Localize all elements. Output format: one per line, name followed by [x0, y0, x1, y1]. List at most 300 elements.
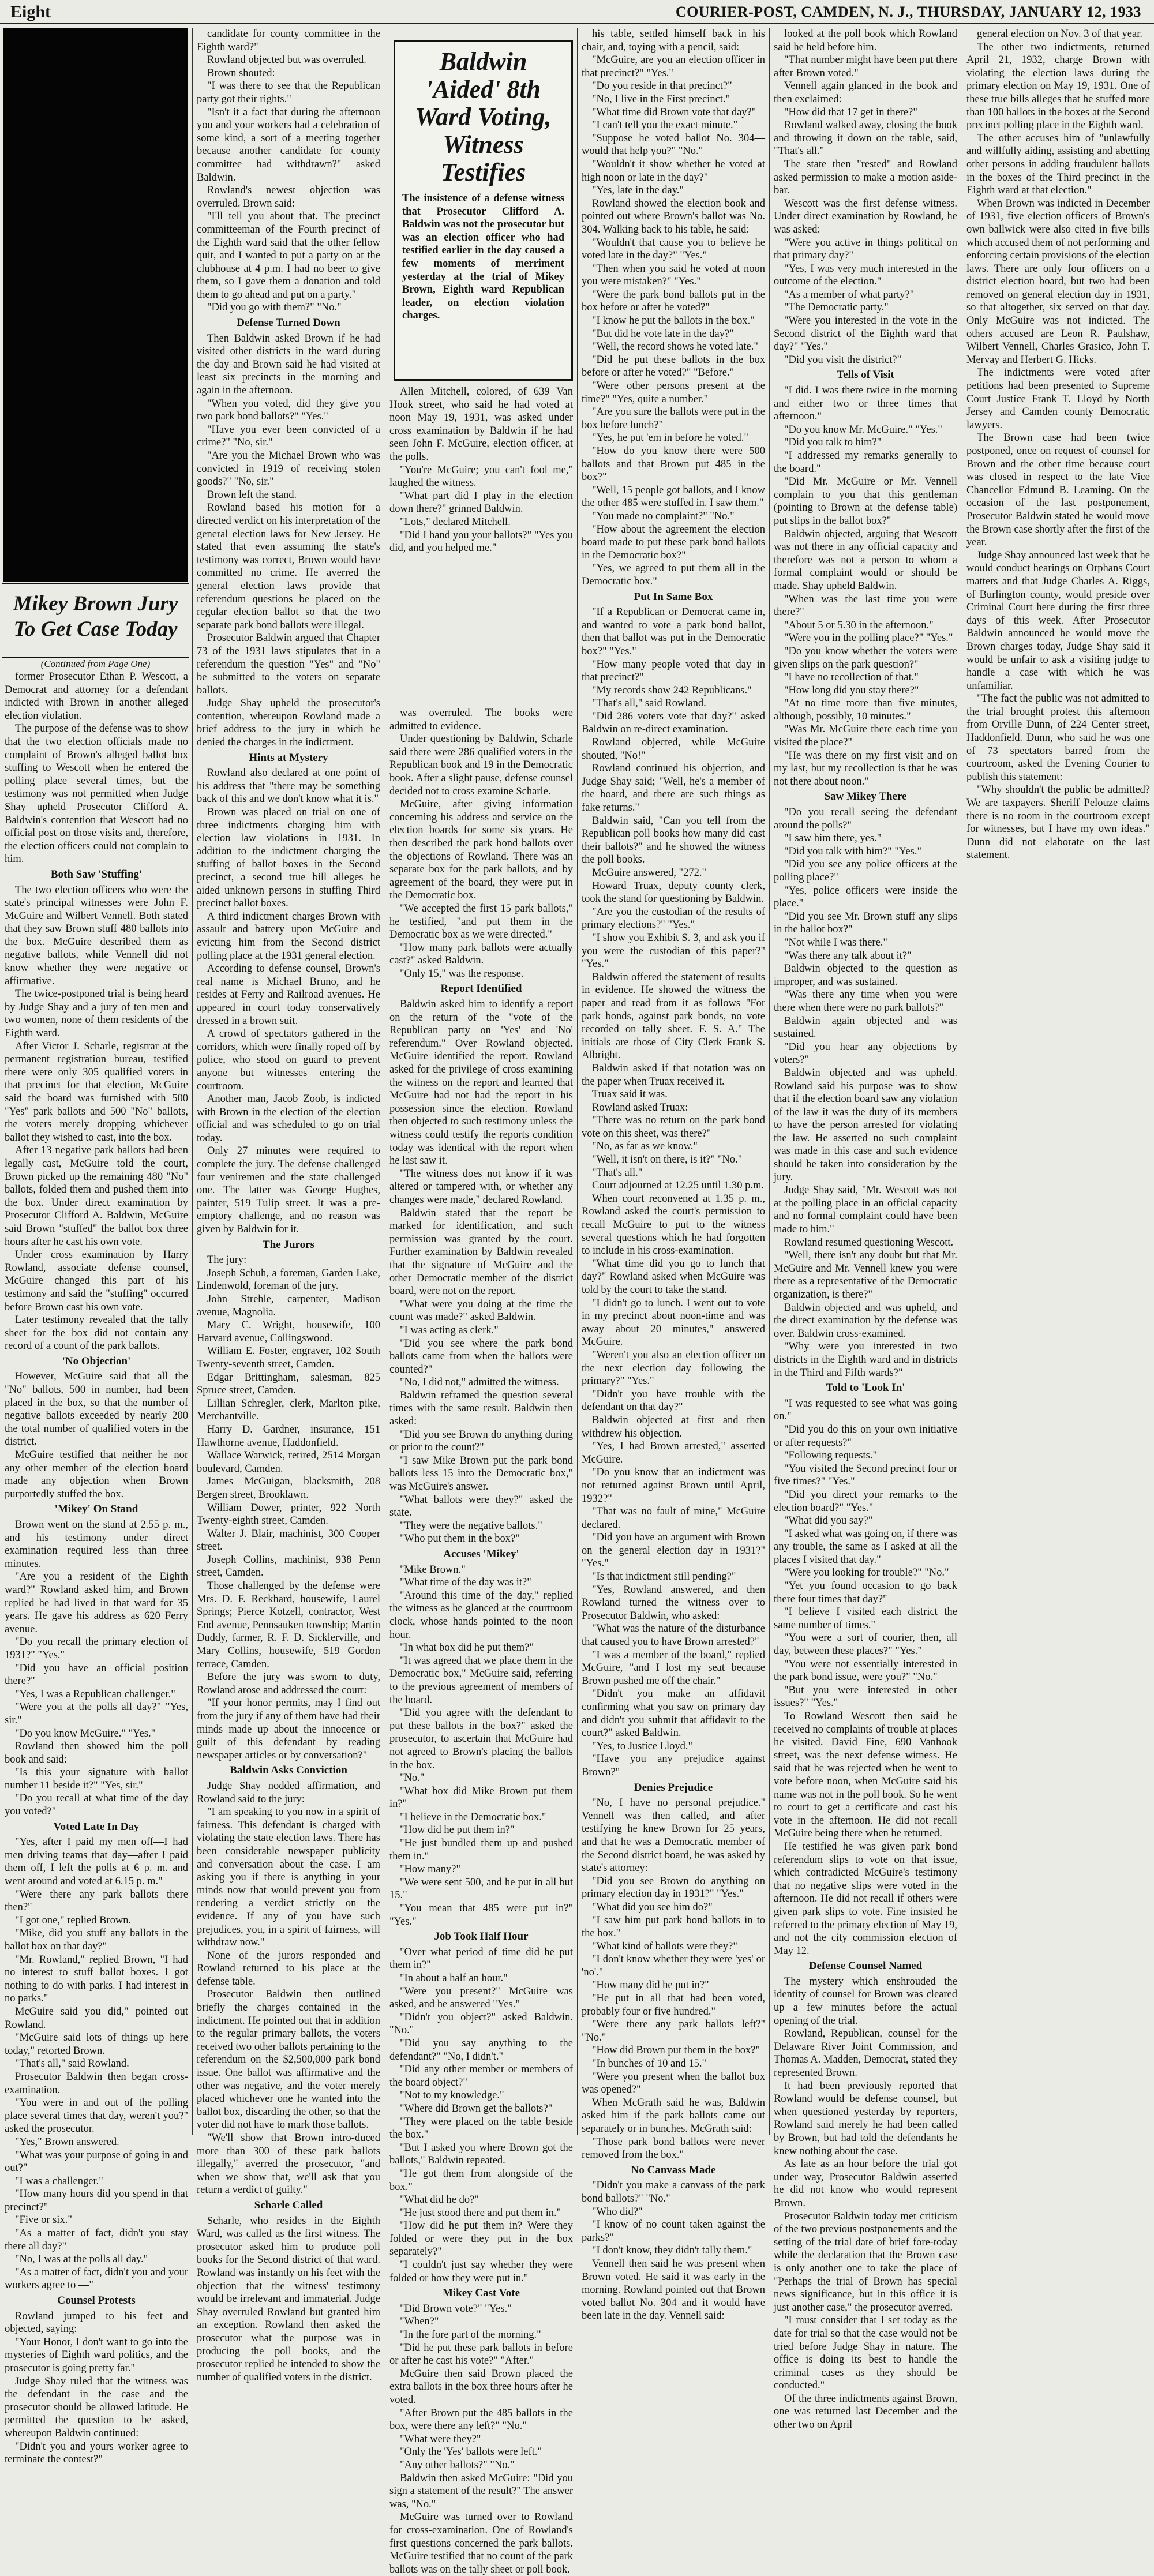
paper-dateline: COURIER-POST, CAMDEN, N. J., THURSDAY, JANUARY 12, 1933: [675, 3, 1141, 20]
paragraph: As late as an hour before the trial got under way, Prosecutor Baldwin asserted he did not know who would represent Brown.: [774, 2158, 957, 2209]
paragraph: "Mike Brown.": [400, 1563, 466, 1576]
paragraph: "How long did you stay there?": [784, 684, 919, 696]
paragraph: "I have no recollection of that.": [784, 672, 919, 684]
paragraph: Judge Shay upheld the prosecutor's contention, whereupon Rowland made a brief address to the jury in which he denied the charges in the indictment.: [197, 698, 380, 749]
paragraph: "Didn't you have trouble with the defendant on that day?": [582, 1388, 765, 1413]
paragraph: "Yes, to Justice Lloyd.": [592, 1740, 693, 1752]
paragraph: Under cross examination by Harry Rowland, associate defense counsel, McGuire changed this part of his testimony and said the "stuffing" occurred before Brown cast his own vote.: [5, 1249, 188, 1313]
paragraph: Later testimony revealed that the tally sheet for the box did not contain any record of a count of the park ballots.: [5, 1314, 188, 1352]
paragraph: "No, I have no personal prejudice." Vennell was then called, and after testifying he knew Brown for 25 years, and that he was a Democratic member of the Second district board, he was asked by state's attorney:: [582, 1797, 765, 1874]
paragraph: "How many hours did you spend in that precinct?": [5, 2188, 188, 2213]
subhead: Scharle Called: [254, 2199, 323, 2211]
paragraph: "Do you know that an indictment was not returned against Brown until April, 1932?": [582, 1467, 765, 1505]
paragraph: "Have you ever been convicted of a crime?" "No, sir.": [197, 423, 380, 449]
paragraph: "What did he do?": [400, 2194, 479, 2206]
subhead: Voted Late In Day: [53, 1820, 140, 1833]
paragraph: "When was the last time you were there?": [774, 593, 957, 618]
paragraph: "Did Brown vote?" "Yes.": [400, 2303, 512, 2315]
continued-note: (Continued from Page One): [40, 658, 151, 669]
subhead: The Jurors: [263, 1238, 314, 1251]
paragraph: "Those park bond ballots were never removed from the box.": [582, 2136, 765, 2161]
paragraph: "Did you hear any objections by voters?": [774, 1041, 957, 1066]
paragraph: Brown was placed on trial on one of three indictments charging him with election law violations in 1931. In addition to the indictment charging the stuffing of ballot boxes in the Second precinct, a second true bill alleges he aided unknown persons in stuffing Third precinct ballot boxes.: [197, 807, 380, 910]
paragraph: "Following requests.": [784, 1450, 878, 1462]
paragraph: "I am speaking to you now in a spirit of fairness. This defendant is charged with violating the state election laws. There has been considerable newspaper publicity and conversation about the case. I am asking you if there is anything in your minds now that would prevent you from rendering a verdict strictly on the evidence. If any of you have such prejudices, you, in a spirit of fairness, will withdraw now.": [197, 1806, 380, 1949]
subhead: Baldwin Asks Conviction: [230, 1764, 347, 1777]
paragraph: "What did you see him do?": [592, 1901, 713, 1913]
subhead: Mikey Cast Vote: [442, 2287, 520, 2300]
paragraph: Baldwin asked him to identify a report on the return of the "vote of the Republican party on 'Yes' and 'No' referendum." Over Rowland objected. McGuire identified the report. Rowland asked for the privilege of cross examining the witness on the report and learned that McGuire had not had the report in his possession since the election. Rowland then objected to such testimony unless the witness could testify the reports condition today was identical with the report when he last saw it.: [389, 999, 573, 1167]
paragraph: "Were there any park ballots there then?": [5, 1888, 188, 1914]
paragraph: McGuire then said Brown placed the extra ballots in the box three hours after he voted.: [389, 2368, 573, 2406]
paragraph: "How about the agreement the election board made to put these park bond ballots in the Democratic box?": [582, 523, 765, 561]
paragraph: "I saw him there, yes.": [784, 833, 882, 845]
paragraph: "I got one," replied Brown.: [15, 1914, 132, 1926]
column-3-top: [389, 385, 573, 708]
paragraph: "Yes, we agreed to put them all in the Democratic box.": [582, 563, 765, 587]
paragraph: "How did that 17 get in there?": [784, 106, 917, 118]
paragraph: "Not to my knowledge.": [400, 2090, 504, 2102]
paragraph: "I can't tell you the exact minute.": [592, 119, 738, 132]
paragraph: "Did you see Brown do anything on primary election day in 1931?" "Yes.": [582, 1875, 765, 1900]
paragraph: John Strehle, carpenter, Madison avenue, Magnolia.: [197, 1293, 380, 1318]
column-2: [197, 28, 380, 2383]
paragraph: "Was there any talk about it?": [784, 950, 912, 962]
paragraph: "Your Honor, I don't want to go into the mysteries of Eighth ward politics, and the prosecutor is going pretty far.": [5, 2336, 188, 2374]
paragraph: "Suppose he voted ballot No. 304—would that help you?" "No.": [582, 132, 765, 158]
paragraph: Rowland objected but was overruled.: [207, 54, 366, 66]
paragraph: Wescott was the first defense witness. Under direct examination by Rowland, he was asked:: [774, 197, 957, 235]
paragraph: Baldwin asked if that notation was on the paper when Truax received it.: [582, 1062, 765, 1088]
column-4: [582, 28, 765, 2322]
paragraph: Rowland resumed questioning Wescott.: [784, 1236, 954, 1248]
subhead: 'Mikey' On Stand: [54, 1503, 138, 1516]
paragraph: Baldwin objected to the question as improper, and was sustained.: [774, 963, 957, 988]
paragraph: McGuire, after giving information concerning his address and service on the election boards for some six years. He then described the park bond ballots over the objections of Rowland. There was an separate box for the park ballots, and by agreement of the board, they were put in the Democratic box.: [389, 798, 573, 902]
paragraph: "Are you the Michael Brown who was convicted in 1919 of receiving stolen goods?" "No, sir.": [197, 450, 380, 488]
paragraph: "I did. I was there twice in the morning and either two or three times that afternoon.": [774, 385, 957, 423]
paragraph: "Did you see Mr. Brown stuff any slips in the ballot box?": [774, 910, 957, 936]
paragraph: Brown went on the stand at 2.55 p. m., and his testimony under direct examination required less than three minutes.: [5, 1519, 188, 1570]
paragraph: Lillian Schregler, clerk, Marlton pike, Merchantville.: [197, 1397, 380, 1423]
paragraph: "I show you Exhibit S. 3, and ask you if you were the custodian of this paper?" "Yes.": [582, 932, 765, 970]
paragraph: "As a matter of fact, didn't you stay there all day?": [5, 2228, 188, 2252]
paragraph: Then Baldwin asked Brown if he had visited other districts in the ward during the day and Brown said he had visited at least six precincts in the morning and again in the afternoon.: [197, 332, 380, 397]
paragraph: "Did you visit the district?": [784, 354, 902, 366]
paragraph: "Yes, Rowland answered, and then Rowland turned the witness over to Prosecutor Baldwin, who asked:: [582, 1584, 765, 1622]
paragraph: "How do you know there were 500 ballots and that Brown put 485 in the box?": [582, 445, 765, 483]
paragraph: None of the jurors responded and Rowland returned to his place at the defense table.: [197, 1949, 380, 1988]
subhead: Report Identified: [440, 983, 522, 995]
paragraph: "How many did he put in?": [592, 1979, 709, 1992]
paragraph: "But you were interested in other issues?" "Yes.": [774, 1684, 957, 1709]
paragraph: "No, I live in the First precinct.": [592, 93, 730, 105]
paragraph: "The witness does not know if it was altered or tampered with, or whether any changes were made," declared Rowland.: [389, 1168, 573, 1206]
paragraph: "I was a member of the board," replied McGuire, "and I lost my seat because Brown pushed me off the chair.": [582, 1649, 765, 1687]
paragraph: "I know of no count taken against the parks?": [582, 2219, 765, 2244]
headline-box: [394, 40, 573, 381]
paragraph: looked at the poll book which Rowland said he held before him.: [774, 28, 957, 53]
paragraph: "Do you know McGuire." "Yes.": [15, 1727, 156, 1739]
paragraph: "I must consider that I set today as the date for trial so that the case would not be tried before Judge Shay in nature. The office is doing its best to handle the criminal cases as they should be conducted.": [774, 2315, 957, 2392]
paragraph: "Yes," Brown answered.: [15, 2136, 119, 2148]
paragraph: Brown shouted:: [207, 67, 275, 79]
paragraph: "As a matter of fact, didn't you and your workers agree to —": [5, 2266, 188, 2292]
paragraph: "Did you do this on your own initiative or after requests?": [774, 1423, 957, 1449]
paragraph: Of the three indictments against Brown, one was returned last December and the other two on April: [774, 2393, 957, 2431]
paragraph: "I don't know, they didn't tally them.": [592, 2245, 752, 2257]
paragraph: "The fact the public was not admitted to the trial brought protest this afternoon from Orville Dunn, of 224 Center street, Haddonfield. Dunn, who said he was one of 73 spectators barred from the courtroom, asked the Evening Courier to publish this statement:: [966, 693, 1150, 783]
paragraph: Walter J. Blair, machinist, 300 Cooper street.: [197, 1528, 380, 1553]
paragraph: Howard Truax, deputy county clerk, took the stand for questioning by Baldwin.: [582, 880, 765, 905]
paragraph: "You visited the Second precinct four or five times?" "Yes.": [774, 1463, 957, 1488]
paragraph: William Dower, printer, 922 North Twenty-eighth street, Camden.: [197, 1502, 380, 1527]
paragraph: "Did you go with them?" "No.": [207, 302, 342, 314]
column-3: [389, 707, 574, 2575]
paragraph: "Did 286 voters vote that day?" asked Baldwin on re-direct examination.: [582, 710, 765, 736]
paragraph: Rowland jumped to his feet and objected, saying:: [5, 2310, 188, 2335]
paragraph: After 13 negative park ballots had been legally cast, McGuire told the court, Brown picked up the remaining 480 "No" ballots, folded them and pushed them into the box. Under direct examination by Prosecutor Clifford A. Baldwin, McGuire said Brown "stuffed" the ballot box three hours after he cast his own vote.: [5, 1145, 188, 1248]
paragraph: "That was no fault of mine," McGuire declared.: [582, 1506, 765, 1531]
paragraph: "What were they?": [400, 2433, 481, 2445]
paragraph: "Yes, I was a Republican challenger.": [15, 1688, 175, 1700]
paragraph: "Why shouldn't the public be admitted? We are taxpayers. Sheriff Pelouze claims there is no room in the courtroom except for witnesses, but I have my own ideas." Dunn did not elaborate on the last statement.: [966, 784, 1150, 861]
paragraph: "They were placed on the table beside the box.": [389, 2116, 573, 2141]
paragraph: "Were the park bond ballots put in the box before or after he voted?": [582, 288, 765, 314]
paragraph: Baldwin then asked McGuire: "Did you sign a statement of the result?" The answer was, "No.": [389, 2472, 574, 2510]
paragraph: "That's all.": [592, 1167, 643, 1179]
paragraph: "I saw Mike Brown put the park bond ballots less 15 into the Democratic box," was McGuire's answer.: [389, 1454, 573, 1493]
paragraph: Prosecutor Baldwin then outlined briefly the charges contained in the indictment. He pointed out that in addition to the regular primary ballots, the voters received two other ballots pertaining to the referendum on the $2,500,000 park bond issue. One ballot was affirmative and the other was negative, and the voter merely placed whichever one he wanted into the ballot box, discarding the other, so that the voter did not have to mark those ballots.: [197, 1989, 380, 2131]
paragraph: McGuire testified that neither he nor any other member of the election board made any objection when Brown purportedly stuffed the box.: [5, 1449, 188, 1500]
paragraph: "At no time more than five minutes, although, possibly, 10 minutes.": [774, 698, 957, 722]
paragraph: Wallace Warwick, retired, 2514 Morgan boulevard, Camden.: [197, 1450, 380, 1475]
paragraph: "Only the 'Yes' ballots were left.": [400, 2446, 542, 2458]
dark-image-area: [3, 28, 188, 582]
paragraph: Prosecutor Baldwin argued that Chapter 73 of the 1931 laws stipulates that in a referendum the question "Yes" and "No" be submitted to the voters on separate ballots.: [197, 632, 380, 696]
paragraph: "No.": [400, 1772, 425, 1784]
paragraph: Rowland then showed him the poll book and said:: [5, 1741, 188, 1765]
paragraph: "McGuire said lots of things up here today," retorted Brown.: [5, 2032, 188, 2057]
paragraph: "How did he put them in? Were they folded or were they put in the box separately?": [389, 2220, 573, 2258]
paragraph: Judge Shay announced last week that he would conduct hearings on Orphans Court matters and that Judge Charles A. Riggs, of Burlington county, would preside over Criminal Court here during the first three days of this week. After Prosecutor Baldwin announced he would move the Brown charges today, Judge Shay said it would be unfair to ask a visiting judge to handle a case with which he was unfamiliar.: [966, 549, 1150, 692]
paragraph: Brown left the stand.: [207, 489, 297, 501]
paragraph: The jury:: [207, 1254, 247, 1266]
paragraph: was overruled. The books were admitted to evidence.: [389, 707, 573, 732]
paragraph: "Do you recall seeing the defendant around the polls?": [774, 807, 957, 831]
paragraph: "Didn't you make an affidavit confirming what you saw on primary day and didn't you submit that affidavit to the court?" asked Baldwin.: [582, 1688, 765, 1739]
paragraph: "No, as far as we know.": [592, 1141, 698, 1153]
paragraph: "Are you the custodian of the results of primary elections?" "Yes.": [582, 906, 765, 931]
paragraph: "What time did you go to lunch that day?" Rowland asked when McGuire was told by the court to take the stand.: [582, 1258, 765, 1296]
subhead: No Canvass Made: [631, 2163, 716, 2176]
paragraph: Judge Shay said, "Mr. Wescott was not at the polling place in an official capacity and no formal complaint could have been made to him.": [774, 1184, 957, 1236]
paragraph: "Are you sure the ballots were put in the box before lunch?": [582, 406, 765, 431]
paragraph: "Yet you found occasion to go back there four times that day?": [774, 1580, 957, 1605]
paragraph: Baldwin objected and was upheld, and the direct examination by the defense was over. Baldwin cross-examined.: [774, 1302, 957, 1340]
paragraph: "That's all," said Rowland.: [592, 698, 706, 710]
column-6: [966, 28, 1150, 2135]
paragraph: Rowland walked away, closing the book and throwing it down on the table, said, "That's all.": [774, 119, 957, 158]
paragraph: "Did you talk with him?" "Yes.": [784, 845, 921, 857]
paragraph: "Isn't it a fact that during the afternoon you and your workers had a celebration of some kind, a sort of a meeting together because another candidate for county committee had withdrawn?" asked Baldwin.: [197, 106, 380, 183]
paragraph: Prosecutor Baldwin today met criticism of the two previous postponements and the setting of the trial date of brief fore-today while the declaration that the Brown case is only another one to take the place of "Perhaps the trial of Brown has special news significance, but in this office it is just another case," the prosecutor averred.: [774, 2210, 957, 2313]
paragraph: Truax said it was.: [592, 1089, 668, 1101]
paragraph: Baldwin objected at first and then withdrew his objection.: [582, 1414, 765, 1439]
paragraph: "What ballots were they?" asked the state.: [389, 1494, 573, 1519]
paragraph: "No, I did not," admitted the witness.: [400, 1377, 559, 1389]
paragraph: "Was there any time when you were there when there were no park ballots?": [774, 989, 957, 1014]
paragraph: William E. Foster, engraver, 102 South Twenty-seventh street, Camden.: [197, 1345, 380, 1370]
paragraph: "I believe I visited each district the same number of times.": [774, 1606, 957, 1631]
paragraph: The Brown case had been twice postponed, once on request of counsel for Brown and the other time because court was closed in respect to the late Vice Chancellor Edmund B. Leaming. On the occasion of the last postponement, Prosecutor Baldwin stated he would move the Brown case shortly after the first of the year.: [966, 432, 1150, 549]
paragraph: "Were you active in things political on that primary day?": [774, 237, 957, 262]
paragraph: "How many park ballots were actually cast?" asked Baldwin.: [389, 942, 573, 967]
paragraph: "Were you at the polls all day?" "Yes, sir.": [5, 1701, 188, 1726]
paragraph: Another man, Jacob Zoob, is indicted with Brown in the election of the election official and was scheduled to go on trial today.: [197, 1093, 380, 1144]
paragraph: "Lots," declared Mitchell.: [400, 516, 511, 528]
paragraph: McGuire was turned over to Rowland for cross-examination. One of Rowland's first questions concerned the park ballots. McGuire testified that no count of the park ballots was on the tally sheet or poll book.: [389, 2511, 573, 2575]
paragraph: "Did you talk to him?": [784, 437, 882, 449]
paragraph: "I know he put the ballots in the box.": [592, 315, 755, 327]
paragraph: Judge Shay ruled that the witness was the defendant in the case and the prosecutor should be allowed latitude. He permitted the question to be asked, whereupon Baldwin continued:: [5, 2375, 188, 2439]
paragraph: "You were a sort of courier, then, all day, between these places?" "Yes.": [774, 1632, 957, 1658]
paragraph: "Yes, I had Brown arrested," asserted McGuire.: [582, 1441, 765, 1465]
paragraph: Rowland objected, while McGuire shouted, "No!": [582, 737, 765, 762]
paragraph: "He got them from alongside of the box.": [389, 2168, 573, 2193]
paragraph: It had been previously reported that Rowland would be defense counsel, but when questioned yesterday by reporters, Rowland said merely he had been called by Brown, but had told the defendants he knew nothing about the case.: [774, 2080, 957, 2157]
column-rule: [577, 28, 578, 2135]
paragraph: "That's all," said Rowland.: [15, 2058, 129, 2070]
paragraph: "There was no return on the park bond vote on this sheet, was there?": [582, 1115, 765, 1139]
paragraph: "Do you recall at what time of the day you voted?": [5, 1793, 188, 1818]
subhead: Accuses 'Mikey': [443, 1548, 519, 1560]
paragraph: "We were sent 500, and he put in all but 15.": [389, 1876, 573, 1902]
paragraph: "I was acting as clerk.": [400, 1324, 499, 1336]
paragraph: "Were there any park ballots left?" "No.": [582, 2019, 765, 2043]
paragraph: "I was requested to see what was going on.": [774, 1397, 957, 1423]
paragraph: The state then "rested" and Rowland asked permission to make a motion aside-bar.: [774, 158, 957, 197]
paragraph: "Do you reside in that precinct?": [592, 80, 732, 92]
paragraph: "My records show 242 Republicans.": [592, 684, 752, 696]
paragraph: "Only 15," was the response.: [400, 968, 524, 980]
subhead: Job Took Half Hour: [434, 1930, 529, 1943]
paragraph: "In about a half an hour.": [400, 1973, 508, 1984]
paragraph: "Well, there isn't any doubt but that Mr. McGuire and Mr. Vennell knew you were there as a representative of the Democratic organization, is there?": [774, 1250, 957, 1300]
paragraph: Judge Shay nodded affirmation, and Rowland said to the jury:: [197, 1780, 380, 1805]
paragraph: "Any other ballots?" "No.": [400, 2459, 515, 2471]
paragraph: "Did he put these park ballots in before or after he cast his vote?" "After.": [389, 2342, 573, 2367]
paragraph: "Were you present when the ballot box was opened?": [582, 2071, 765, 2096]
paragraph: "I believe in the Democratic box.": [400, 1811, 546, 1823]
paragraph: former Prosecutor Ethan P. Wescott, a Democrat and attorney for a defendant indicted with Brown in another alleged election violation.: [5, 671, 188, 722]
paragraph: "I saw him put park bond ballots in to the box.": [582, 1914, 765, 1940]
subhead: Both Saw 'Stuffing': [50, 868, 143, 880]
paragraph: Vennell then said he was present when Brown voted. He said it was early in the morning. Rowland pointed out that Brown voted ballot No. 304 and it would have been late in the day. Vennell said:: [582, 2258, 765, 2322]
paragraph: Rowland continued his objection, and Judge Shay said; "Well, he's a member of the board, and there are such things as fake returns.": [582, 763, 765, 814]
paragraph: "Where did Brown get the ballots?": [400, 2102, 553, 2114]
subhead: Told to 'Look In': [826, 1382, 905, 1394]
paragraph: "You were not essentially interested in the park bond issue, were you?" "No.": [774, 1658, 957, 1683]
paragraph: "But did he vote late in the day?": [592, 328, 734, 340]
paragraph: "Who put them in the box?": [400, 1533, 520, 1545]
subhead: Saw Mikey There: [824, 790, 907, 803]
paragraph: "What box did Mike Brown put them in?": [389, 1785, 573, 1810]
paragraph: "I couldn't just say whether they were folded or how they were put in.": [389, 2259, 573, 2284]
paragraph: Baldwin objected and was upheld. Rowland said his purpose was to show that if the election board saw any violation of the law it was the duty of its members to have the person arrested for violating the law. He asserted no such complaint was made in this case and such evidence should be taken into consideration by the jury.: [774, 1067, 957, 1183]
paragraph: "The Democratic party.": [784, 302, 889, 314]
paragraph: "But I asked you where Brown got the ballots," Baldwin repeated.: [389, 2142, 573, 2167]
paragraph: Harry D. Gardner, insurance, 151 Hawthorne avenue, Haddonfield.: [197, 1423, 380, 1449]
paragraph: "How many?": [400, 1863, 461, 1876]
paragraph: "Were you interested in the vote in the Second district of the Eighth ward that day?" "Yes.": [774, 315, 957, 353]
paragraph: A third indictment charges Brown with assault and battery upon McGuire and evicting him from the Second district polling place at the 1931 general election.: [197, 910, 380, 962]
paragraph: "We accepted the first 15 park ballots," he testified, "and put them in the Democratic box as we were directed.": [389, 902, 573, 941]
paragraph: "Did you see where the park bond ballots came from when the ballots were counted?": [389, 1337, 573, 1375]
paragraph: Vennell again glanced in the book and then exclaimed:: [774, 80, 957, 105]
paragraph: "When?": [400, 2316, 439, 2328]
subhead: Hints at Mystery: [249, 751, 328, 764]
paragraph: "What time of the day was it?": [400, 1577, 531, 1589]
paragraph: Only 27 minutes were required to complete the jury. The defense challenged four veniremen and the state challenged one. The latter was George Hughes, painter, 519 Tulip street. It was a pre-emptory challenge, and no reason was given by Baldwin for it.: [197, 1145, 380, 1236]
paragraph: "I didn't go to lunch. I went out to vote in my precinct about noon-time and was away about 20 minutes," answered McGuire.: [582, 1297, 765, 1348]
paragraph: "It was agreed that we place them in the Democratic box," McGuire said, referring to the previous agreement of members of the board.: [389, 1655, 573, 1706]
paragraph: The other accuses him of "unlawfully and willfully aiding, assisting and abetting other persons in adding fraudulent ballots in the boxes of the Third precinct in the Eighth ward at that election.": [966, 132, 1150, 197]
paragraph: "Mike, did you stuff any ballots in the ballot box on that day?": [5, 1928, 188, 1952]
paragraph: Mary C. Wright, housewife, 100 Harvard avenue, Collingswood.: [197, 1319, 380, 1344]
paragraph: "I'll tell you about that. The precinct committeeman of the Fourth precinct of the Eighth ward said that the other fellow quit, and I wanted to put a party on at the clubhouse at 4 p.m. I had no beer to give them, so I gave them a donation and told them to go ahead and put on a party.": [197, 211, 380, 301]
paragraph: "How many people voted that day in that precinct?": [582, 658, 765, 684]
paragraph: "You were in and out of the polling place several times that day, weren't you?" asked the prosecutor.: [5, 2097, 188, 2135]
paragraph: "What part did I play in the election down there?" grinned Baldwin.: [389, 490, 573, 515]
paragraph: The two election officers who were the state's principal witnesses were John F. McGuire and Wilbert Vennell. Both stated that they saw Brown stuff 480 ballots into the box. McGuire described them as negative ballots, while Vennell did not know whether they were negative or affirmative.: [5, 884, 188, 987]
paragraph: According to defense counsel, Brown's real name is Michael Bruno, and he resides at Ferry and Railroad avenues. He appeared in court today conservatively dressed in a brown suit.: [197, 963, 380, 1027]
paragraph: "Yes, late in the day.": [592, 185, 684, 197]
paragraph: "Weren't you also an election officer on the next election day following the primary?" "Yes.": [582, 1349, 765, 1388]
paragraph: Edgar Brittingham, salesman, 825 Spruce street, Camden.: [197, 1371, 380, 1397]
paragraph: "In bunches of 10 and 15.": [592, 2058, 707, 2070]
paragraph: "I addressed my remarks generally to the board.": [774, 450, 957, 475]
paragraph: "He was there on my first visit and on my last, but my recollection is that he was not there about noon.": [774, 749, 957, 788]
paragraph: "Do you know whether the voters were given slips on the park question?": [774, 645, 957, 670]
paragraph: "As a member of what party?": [784, 288, 915, 301]
lede-paragraph: The insistence of a defense witness that Prosecutor Clifford A. Baldwin was not the prosecutor but was an election officer who had testified earlier in the day caused a few moments of merriment yesterday at the trial of Mikey Brown, Eighth ward Republican leader, on election violation charges.: [402, 193, 564, 322]
paragraph: "They were the negative ballots.": [400, 1520, 542, 1532]
paragraph: "What kind of ballots were they?": [592, 1940, 737, 1952]
paragraph: "Do you recall the primary election of 1931?" "Yes.": [5, 1636, 188, 1661]
paragraph: "He just bundled them up and pushed them in.": [389, 1838, 573, 1862]
paragraph: "Are you a resident of the Eighth ward?" Rowland asked him, and Brown replied he had lived in that ward for 35 years. He gave his address as 620 Ferry avenue.: [5, 1571, 188, 1635]
paragraph: Baldwin again objected and was sustained.: [774, 1015, 957, 1040]
paragraph: "Well, it isn't on there, is it?" "No.": [592, 1154, 743, 1166]
paragraph: Baldwin stated that the report be marked for identification, and such permission was granted by the court. Further examination by Baldwin revealed that the signature of McGuire and the other Democratic member of the district board, were not on the report.: [389, 1207, 573, 1298]
paragraph: Baldwin offered the statement of results in evidence. He showed the witness the paper and read from it as follows "For park bonds, against park bonds, no vote recorded on tally sheet. F. S. A." The initials are those of City Clerk Frank S. Albright.: [582, 971, 765, 1062]
paragraph: "Was Mr. McGuire there each time you visited the place?": [774, 723, 957, 749]
paragraph: "Wouldn't it show whether he voted at high noon or late in the day?": [582, 158, 765, 183]
paragraph: "Who did?": [592, 2206, 643, 2218]
paragraph: Rowland, Republican, counsel for the Delaware River Joint Commission, and Thomas A. Madden, Democrat, stated they represented Brown.: [774, 2028, 957, 2079]
paragraph: "Yes, after I paid my men off—I had men driving teams that day—after I paid them off, I left the polls at 6 p. m. and went around and voted at 6.15 p. m.": [5, 1836, 188, 1888]
paragraph: "What were you doing at the time the count was made?" asked Baldwin.: [389, 1298, 573, 1323]
subhead: 'No Objection': [62, 1355, 131, 1367]
paragraph: "Did he put these ballots in the box before or after he voted?" "Before.": [582, 354, 765, 379]
column-1: [5, 670, 188, 2466]
paragraph: However, McGuire said that all the "No" ballots, 500 in number, had been placed in the box, so that the number of negative ballots exceeded by nearly 200 the total number of qualified voters in the district.: [5, 1371, 188, 1448]
paragraph: "You mean that 485 were put in?" "Yes.": [389, 1903, 573, 1928]
main-headline: Baldwin 'Aided' 8th Ward Voting, Witness Testifies: [415, 47, 552, 186]
paragraph: "Were you looking for trouble?" "No.": [784, 1567, 949, 1579]
paragraph: "Around this time of the day," replied the witness as he glanced at the courtroom clock, whose hands pointed to the noon hour.: [389, 1589, 573, 1641]
paragraph: "After Brown put the 485 ballots in the box, were there any left?" "No.": [389, 2407, 573, 2432]
paragraph: his table, settled himself back in his chair, and, toying with a pencil, said:: [582, 28, 765, 53]
paragraph: When court reconvened at 1.35 p. m., Rowland asked the court's permission to recall McGuire to put to the witness several questions which he had forgotten to include in his cross-examination.: [582, 1193, 765, 1257]
paragraph: Allen Mitchell, colored, of 639 Van Hook street, who said he had voted at noon May 19, 1931, was asked under cross examination by Baldwin if he had seen John F. McGuire, election officer, at the polls.: [389, 386, 573, 463]
paragraph: Baldwin reframed the question several times with the same result. Baldwin then asked:: [389, 1389, 573, 1428]
subhead: Put In Same Box: [634, 590, 713, 603]
paragraph: "What was the nature of the disturbance that caused you to have Brown arrested?": [582, 1623, 765, 1648]
paragraph: "In what box did he put them?": [400, 1642, 534, 1654]
paragraph: "Did you direct your remarks to the election board?" "Yes.": [774, 1488, 957, 1514]
paragraph: "Did Mr. McGuire or Mr. Vennell complain to you that this gentleman (pointing to Brown at the defense table) put slips in the ballot box?": [774, 476, 957, 527]
paragraph: "You made no complaint?" "No.": [592, 510, 735, 522]
paragraph: "Not while I was there.": [784, 936, 887, 948]
paragraph: "Did you say anything to the defendant?" "No, I didn't.": [389, 2037, 573, 2063]
paragraph: "No, I was at the polls all day.": [15, 2253, 148, 2266]
paragraph: McGuire answered, "272.": [592, 867, 706, 879]
paragraph: "What time did Brown vote that day?": [592, 106, 756, 118]
paragraph: Rowland's newest objection was overruled. Brown said:: [197, 185, 380, 209]
paragraph: general election on Nov. 3 of that year.: [977, 28, 1142, 40]
paragraph: Those challenged by the defense were Mrs. D. F. Reckhard, housewife, Laurel Springs; Pierce Kotzell, contractor, West End avenue, Pennsauken township; Martin Duddy, farmer, R. F. D. Sicklerville, and Mary Collins, housewife, 519 Gordon terrace, Camden.: [197, 1580, 380, 1670]
paragraph: "I don't know whether they were 'yes' or 'no'.": [582, 1953, 765, 1978]
paragraph: "About 5 or 5.30 in the afternoon.": [784, 619, 934, 631]
subhead: Tells of Visit: [837, 369, 894, 381]
column-rule: [192, 28, 193, 2135]
paragraph: "Over what period of time did he put them in?": [389, 1946, 573, 1971]
paragraph: A crowd of spectators gathered in the corridors, which were finally roped off by police, who stood on guard to prevent anyone but witnesses entering the courtroom.: [197, 1028, 380, 1092]
paragraph: "If your honor permits, may I find out from the jury if any of them have had their minds made up about the innocence or guilt of this defendant by reading newspaper articles or by conversation?": [197, 1697, 380, 1761]
subhead: Defense Turned Down: [237, 317, 340, 329]
paragraph: He testified he was given park bond referendum slips to vote on that issue, which contradicted McGuire's testimony that no negative slips were voted in the afternoon. He did not recall if others were given park slips to vote. Fine insisted he referred to the primary election of May 19, and not the city commission election of May 12.: [774, 1840, 957, 1957]
subhead: Defense Counsel Named: [808, 1960, 923, 1973]
paragraph: The twice-postponed trial is being heard by Judge Shay and a jury of ten men and two women, none of them residents of the Eighth ward.: [5, 988, 188, 1040]
paragraph: Scharle, who resides in the Eighth Ward, was called as the first witness. The prosecutor asked him to produce poll books for the Second district of that ward. Rowland was instantly on his feet with the objection that the witness' testimony would be irrelevant and immaterial. Judge Shay overruled Rowland but granted him an exception. Rowland then asked the prosecutor what the purpose was in producing the poll books, and the prosecutor replied he intended to show the number of qualified voters in the district.: [197, 2215, 380, 2383]
paragraph: When McGrath said he was, Baldwin asked him if the park ballots came out separately or in bunches. McGrath said:: [582, 2097, 765, 2135]
paragraph: "Were you in the polling place?" "Yes.": [784, 632, 953, 644]
paragraph: "I was a challenger.": [15, 2175, 103, 2187]
paragraph: "Were other persons present at the time?" "Yes, quite a number.": [582, 380, 765, 405]
paragraph: Court adjourned at 12.25 until 1.30 p.m.: [592, 1180, 765, 1192]
paragraph: "Did any other member or members of the board object?": [389, 2064, 573, 2088]
paragraph: Rowland also declared at one point of his address that "there may be something back of this and we don't know what it is.": [197, 767, 380, 805]
paragraph: Rowland showed the election book and pointed out where Brown's ballot was No. 304. Walking back to his table, he said:: [582, 197, 765, 235]
paragraph: "How did he put them in?": [400, 1824, 515, 1836]
paragraph: "Didn't you object?" asked Baldwin. "No.": [389, 2011, 573, 2037]
paragraph: McGuire said you did," pointed out Rowland.: [5, 2005, 188, 2031]
paragraph: "Did you have an official position there?": [5, 1662, 188, 1688]
paragraph: "McGuire, are you an election officer in that precinct?" "Yes.": [582, 54, 765, 79]
paragraph: "What was your purpose of going in and out?": [5, 2149, 188, 2174]
paragraph: Joseph Schuh, a foreman, Garden Lake, Lindenwold, foreman of the jury.: [197, 1267, 380, 1292]
paragraph: "That number might have been put there after Brown voted.": [774, 54, 957, 79]
paragraph: "Did you have an argument with Brown on the general election day in 1931?" "Yes.": [582, 1532, 765, 1570]
paragraph: To Rowland Wescott then said he received no complaints of trouble at places he visited. David Fine, 690 Vanhook street, was the next defense witness. He said that he was rejected when he went to vote before noon, when McGuire said his name was not in the poll book. So he went to court to get a certificate and cast his vote in the afternoon. He did not recall McGuire being there when he returned.: [774, 1711, 957, 1840]
paragraph: "What did you say?": [784, 1515, 873, 1527]
paragraph: The other two indictments, returned April 21, 1932, charge Brown with violating the election laws during the primary election on May 19, 1931. One of these true bills alleges that he stuffed more than 100 ballots in the boxes at the Second precinct polling place in the Eighth ward.: [966, 41, 1150, 132]
paragraph: "Yes, police officers were inside the place.": [774, 884, 957, 910]
paragraph: "Five or six.": [15, 2214, 72, 2226]
paragraph: "Why were you interested in two districts in the Eighth ward and in districts in the Third and Fifth wards?": [774, 1341, 957, 1379]
